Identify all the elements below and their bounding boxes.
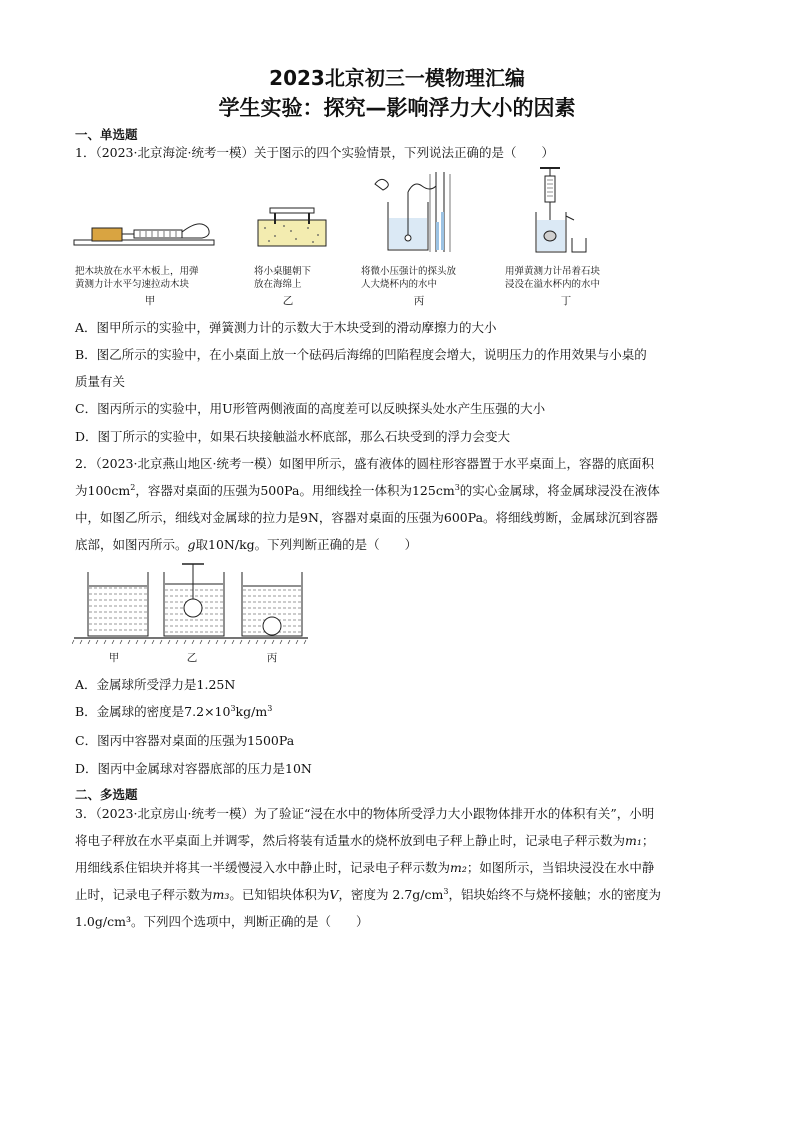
q1-figure-bing [375, 172, 450, 252]
section-multi-choice: 二、多选题 [75, 787, 138, 802]
q3-line2: 将电子秤放在水平桌面上并调零，然后将装有适量水的烧杯放到电子秤上静止时，记录电子秤示数为m₁； [75, 833, 655, 848]
q1-label-yi: 乙 [282, 295, 294, 307]
section-single-choice: 一、单选题 [75, 127, 138, 142]
q2-label-jia: 甲 [108, 652, 120, 664]
q2-label-bing: 丙 [266, 652, 278, 664]
q1-option-b: B．图乙所示的实验中，在小桌面上放一个砝码后海绵的凹陷程度会增大，说明压力的作用效果与小桌的 [75, 347, 647, 362]
page-title: 2023北京初三一模物理汇编 [269, 66, 525, 90]
q1-label-bing: 丙 [413, 295, 425, 307]
q1-figure-ding [536, 168, 586, 252]
q3-line5: 1.0g/cm³。下列四个选项中，判断正确的是（ ） [75, 914, 369, 929]
q2-option-c: C．图丙中容器对桌面的压强为1500Pa [75, 733, 295, 748]
q2-container-bing [242, 572, 302, 636]
q2-label-yi: 乙 [186, 652, 198, 664]
q1-label-ding: 丁 [560, 295, 572, 307]
q1-caption-ding: 用弹黄测力计吊着石块 浸没在溢水杯内的水中 [505, 266, 601, 290]
q2-option-a: A．金属球所受浮力是1.25N [75, 677, 236, 692]
q1-option-b-cont: 质量有关 [75, 374, 126, 389]
q2-container-jia [88, 572, 148, 636]
q1-figure [70, 162, 670, 272]
q1-label-jia: 甲 [144, 295, 156, 307]
q2-container-yi [164, 564, 224, 636]
q1-caption-bing: 将微小压强计的探头放 人大烧杯内的水中 [361, 266, 457, 290]
q1-option-d: D．图丁所示的实验中，如果石块接触溢水杯底部，那么石块受到的浮力会变大 [75, 429, 511, 444]
page-subtitle: 学生实验：探究—影响浮力大小的因素 [218, 96, 576, 120]
q2-stem-line4: 底部，如图丙所示。g取10N/kg。下列判断正确的是（ ） [75, 537, 418, 552]
q1-option-a: A．图甲所示的实验中，弹簧测力计的示数大于木块受到的滑动摩擦力的大小 [75, 320, 497, 335]
q1-option-c: C．图丙所示的实验中，用U形管两侧液面的高度差可以反映探头处水产生压强的大小 [75, 401, 546, 416]
q1-caption-yi: 将小桌腿朝下 放在海绵上 [254, 266, 312, 290]
q2-option-d: D．图丙中金属球对容器底部的压力是10N [75, 761, 312, 776]
q3-line4: 止时，记录电子秤示数为m₃。已知铝块体积为V，密度为 $2.7g/cm^3$，铝块始终不与烧杯接触；水的密度为 [75, 886, 661, 902]
q2-figure [72, 560, 312, 644]
q2-stem-line1: 2．（2023·北京燕山地区·统考一模）如图甲所示，盛有液体的圆柱形容器置于水平桌面上，容器的底面积 [75, 456, 654, 471]
q1-caption-jia: 把木块放在水平木板上，用弹 黄测力计水平匀速拉动木块 [75, 266, 199, 290]
q3-line1: 3．（2023·北京房山·统考一模）为了验证“浸在水中的物体所受浮力大小跟物体排开水的体积有关”，小明 [75, 806, 655, 821]
q2-stem-line2: 为$100cm^2$，容器对桌面的压强为500Pa。用细线拴一体积为$125cm^3$的实心金属球，将金属球浸没在液体 [75, 482, 660, 498]
q1-figure-jia [74, 224, 214, 245]
q2-option-b: B．金属球的密度是$7.2\times 10^3kg/m^3$ [75, 703, 273, 719]
q1-stem: 1．（2023·北京海淀·统考一模）关于图示的四个实验情景，下列说法正确的是（ ） [75, 145, 554, 160]
q2-stem-line3: 中，如图乙所示，细线对金属球的拉力是9N，容器对桌面的压强为600Pa。将细线剪断，金属球沉到容器 [75, 510, 659, 525]
q1-figure-yi [258, 208, 326, 246]
q3-line3: 用细线系住铝块并将其一半缓慢浸入水中静止时，记录电子秤示数为m₂；如图所示，当铝块浸没在水中静 [75, 860, 655, 875]
